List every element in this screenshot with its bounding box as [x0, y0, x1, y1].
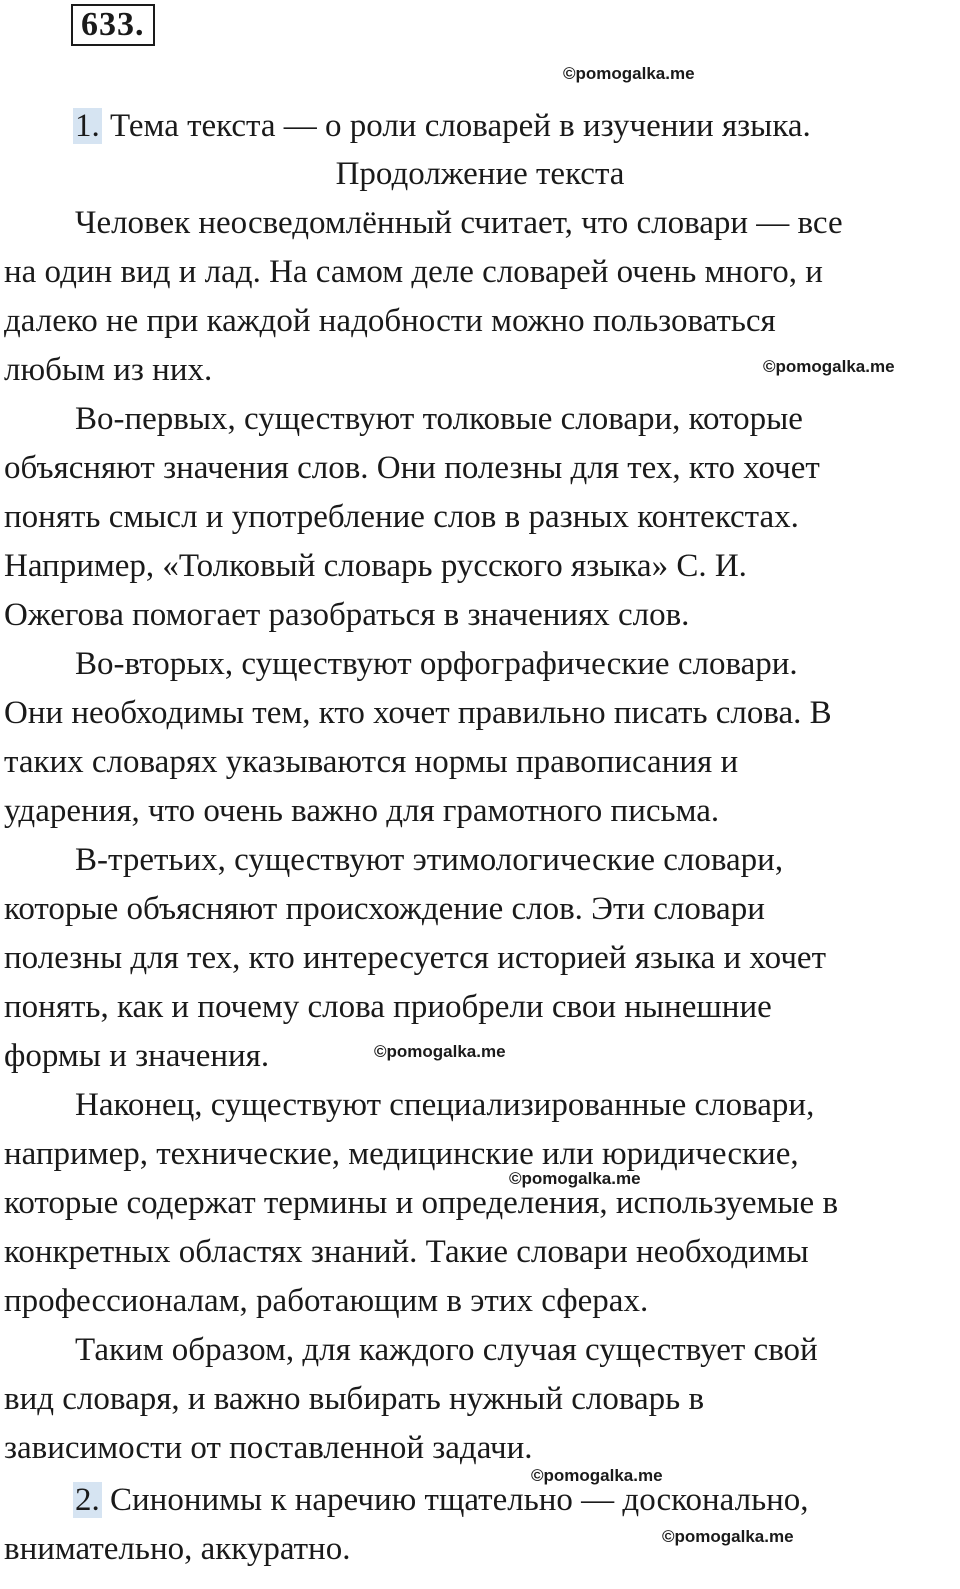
item-2	[73, 1480, 809, 1520]
text-line: В-третьих, существуют этимологические словари,	[75, 842, 784, 878]
text-line: таких словарях указываются нормы правописания и	[4, 744, 739, 780]
text-line: конкретных областях знаний. Такие словари необходимы	[4, 1234, 809, 1270]
watermark: ©pomogalka.me	[662, 1527, 794, 1546]
text-line: формы и значения.	[4, 1038, 270, 1074]
subheading: Продолжение текста	[335, 156, 625, 192]
text-line: которые содержат термины и определения, используемые в	[4, 1185, 839, 1221]
text-line: Они необходимы тем, кто хочет правильно писать слова. В	[4, 695, 832, 731]
text-line: Наконец, существуют специализированные словари,	[75, 1087, 815, 1123]
text-line: профессионалам, работающим в этих сферах.	[4, 1283, 649, 1319]
watermark: ©pomogalka.me	[563, 64, 695, 83]
item-1-text: Тема текста — о роли словарей в изучении языка.	[101, 108, 811, 144]
text-line: любым из них.	[4, 352, 213, 388]
watermark: ©pomogalka.me	[531, 1466, 663, 1485]
text-line: полезны для тех, кто интересуется историей языка и хочет	[4, 940, 826, 976]
text-line: зависимости от поставленной задачи.	[4, 1430, 533, 1466]
watermark: ©pomogalka.me	[509, 1169, 641, 1188]
text-line: вид словаря, и важно выбирать нужный словарь в	[4, 1381, 705, 1417]
item-2-text: Синонимы к наречию тщательно — досконально,	[101, 1482, 809, 1518]
text-line: Во-первых, существуют толковые словари, которые	[75, 401, 803, 437]
text-line: понять смысл и употребление слов в разных контекстах.	[4, 499, 799, 535]
watermark: ©pomogalka.me	[763, 357, 895, 376]
task-number: 633.	[71, 4, 155, 46]
text-line: Человек неосведомлённый считает, что словари — все	[75, 205, 843, 241]
item-1-number: 1.	[75, 108, 100, 144]
item-1	[73, 106, 811, 146]
text-line: на один вид и лад. На самом деле словарей очень много, и	[4, 254, 823, 290]
text-line: Таким образом, для каждого случая существует свой	[75, 1332, 818, 1368]
watermark: ©pomogalka.me	[374, 1042, 506, 1061]
text-line: далеко не при каждой надобности можно пользоваться	[4, 303, 776, 339]
text-line: Ожегова помогает разобраться в значениях слов.	[4, 597, 690, 633]
text-line: которые объясняют происхождение слов. Эти словари	[4, 891, 765, 927]
item-2-continuation: внимательно, аккуратно.	[4, 1531, 351, 1567]
text-line: ударения, что очень важно для грамотного письма.	[4, 793, 720, 829]
text-line: Во-вторых, существуют орфографические словари.	[75, 646, 798, 682]
item-2-number: 2.	[75, 1482, 100, 1518]
text-line: понять, как и почему слова приобрели свои нынешние	[4, 989, 772, 1025]
text-line: например, технические, медицинские или юридические,	[4, 1136, 799, 1172]
text-line: Например, «Толковый словарь русского языка» С. И.	[4, 548, 747, 584]
text-line: объясняют значения слов. Они полезны для тех, кто хочет	[4, 450, 820, 486]
